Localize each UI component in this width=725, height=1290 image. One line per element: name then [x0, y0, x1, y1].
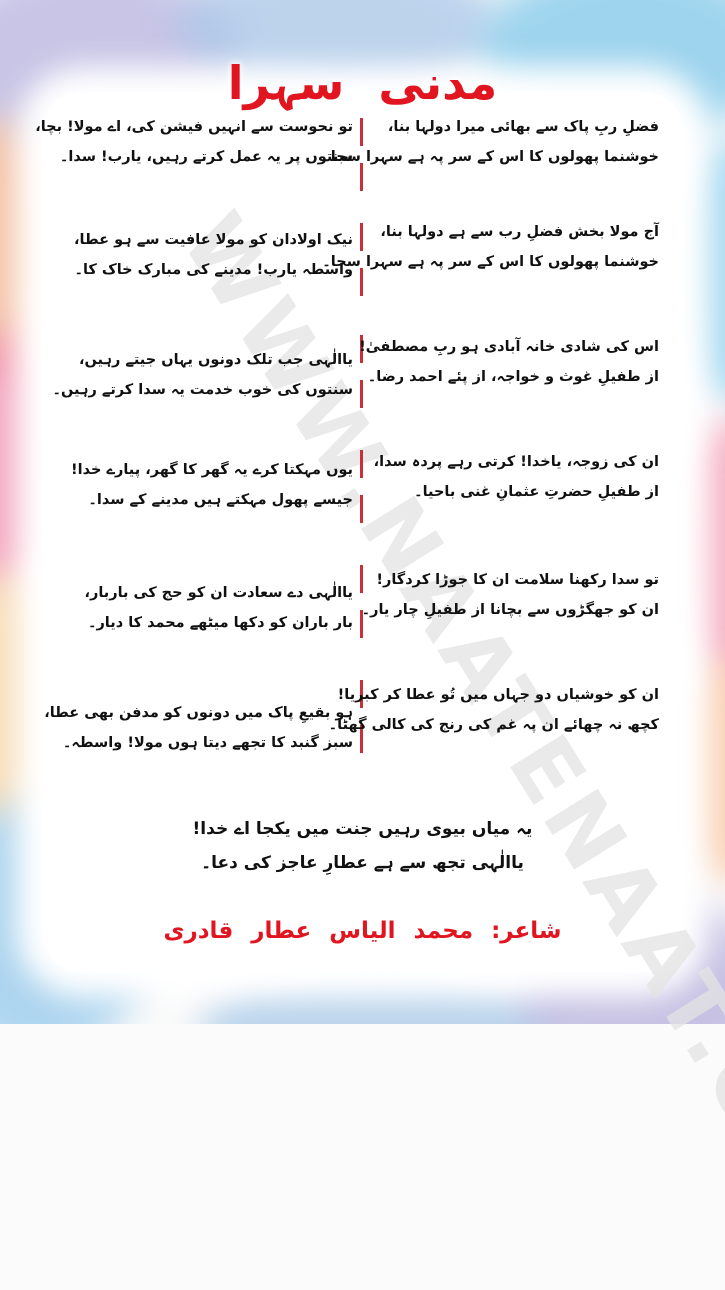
verse-line: سنتوں کی خوب خدمت یہ سدا کرتے رہیں۔	[52, 382, 353, 398]
verse-line: سنتوں پر یہ عمل کرتے رہیں، یارب! سدا۔	[59, 149, 353, 165]
verse-line: نیک اولادان کو مولا عافیت سے ہو عطا،	[74, 232, 353, 248]
stanza-left-6	[44, 698, 353, 758]
verse-line: یوں مہکتا کرے یہ گھر کا گھر، پیارے خدا!	[71, 462, 353, 478]
stanza-left-4	[53, 455, 353, 515]
stanza-right-2	[322, 217, 659, 277]
stanza-right-6	[328, 680, 659, 740]
verse-line: از طفیلِ حضرتِ عثمانِ غنی باحیا۔	[414, 484, 659, 500]
verse-line: جیسے پھول مہکتے ہیں مدینے کے سدا۔	[88, 492, 353, 508]
verse-line: سبز گنبد کا تجھے دیتا ہوں مولا! واسطہ۔	[62, 735, 353, 751]
stanza-left-1	[35, 112, 353, 172]
poet-credit: شاعر: محمد الیاس عطار قادری	[163, 918, 562, 944]
stanza-left-5	[53, 578, 353, 638]
stanza-left-2	[53, 225, 353, 285]
stanza-right-4	[369, 447, 659, 507]
verse-line: خوشنما پھولوں کا اس کے سر پہ ہے سہرا سجا۔	[322, 149, 659, 165]
page-title: مدنی سہرا	[227, 56, 498, 110]
verse-line: یہ میاں بیوی رہیں جنت میں یکجا اے خدا!	[192, 819, 533, 839]
stanza-right-5	[361, 565, 659, 625]
verse-line: تو نحوست سے انہیں فیشن کی، اے مولا! بچا،	[35, 119, 353, 135]
verse-line: یاالٰہی تجھ سے ہے عطارِ عاجز کی دعا۔	[201, 853, 524, 873]
verse-line: آج مولا بخش فضلِ رب سے ہے دولہا بنا،	[380, 224, 659, 240]
stanza-right-1	[322, 112, 659, 172]
closing-couplet	[0, 812, 725, 880]
verse-line: تو سدا رکھنا سلامت ان کا جوڑا کردگار!	[376, 572, 659, 588]
verse-line: از طفیلِ غوث و خواجہ، از پئے احمد رضا۔	[367, 369, 659, 385]
verse-line: ہو بقیعِ پاک میں دونوں کو مدفن بھی عطا،	[44, 705, 353, 721]
verse-line: کچھ نہ چھائے ان پہ غم کی رنج کی کالی گھٹا۔	[328, 717, 659, 733]
verse-line: ان کو جھگڑوں سے بچانا از طفیلِ چار یار۔	[361, 602, 659, 618]
verse-line: خوشنما پھولوں کا اس کے سر پہ ہے سہرا سجا۔	[322, 254, 659, 270]
verse-line: اس کی شادی خانہ آبادی ہو ربِ مصطفیٰ!	[359, 339, 659, 355]
verse-line: یاالٰہی دے سعادت ان کو حج کی باربار،	[84, 585, 353, 601]
stanza-left-3	[53, 345, 353, 405]
verse-line: یاالٰہی جب تلک دونوں یہاں جیتے رہیں،	[79, 352, 353, 368]
verse-line: ان کو خوشیاں دو جہاں میں تُو عطا کر کبریا!	[337, 687, 659, 703]
verse-line: ان کی زوجہ، یاخدا! کرتی رہے پردہ سدا،	[373, 454, 659, 470]
verse-line: فضلِ ربِ پاک سے بھائی میرا دولہا بنا،	[387, 119, 659, 135]
verse-line: واسطہ یارب! مدینے کی مبارک خاک کا۔	[74, 262, 353, 278]
stanza-right-3	[359, 332, 659, 392]
verse-line: بار باران کو دکھا میٹھے محمد کا دیار۔	[87, 615, 353, 631]
